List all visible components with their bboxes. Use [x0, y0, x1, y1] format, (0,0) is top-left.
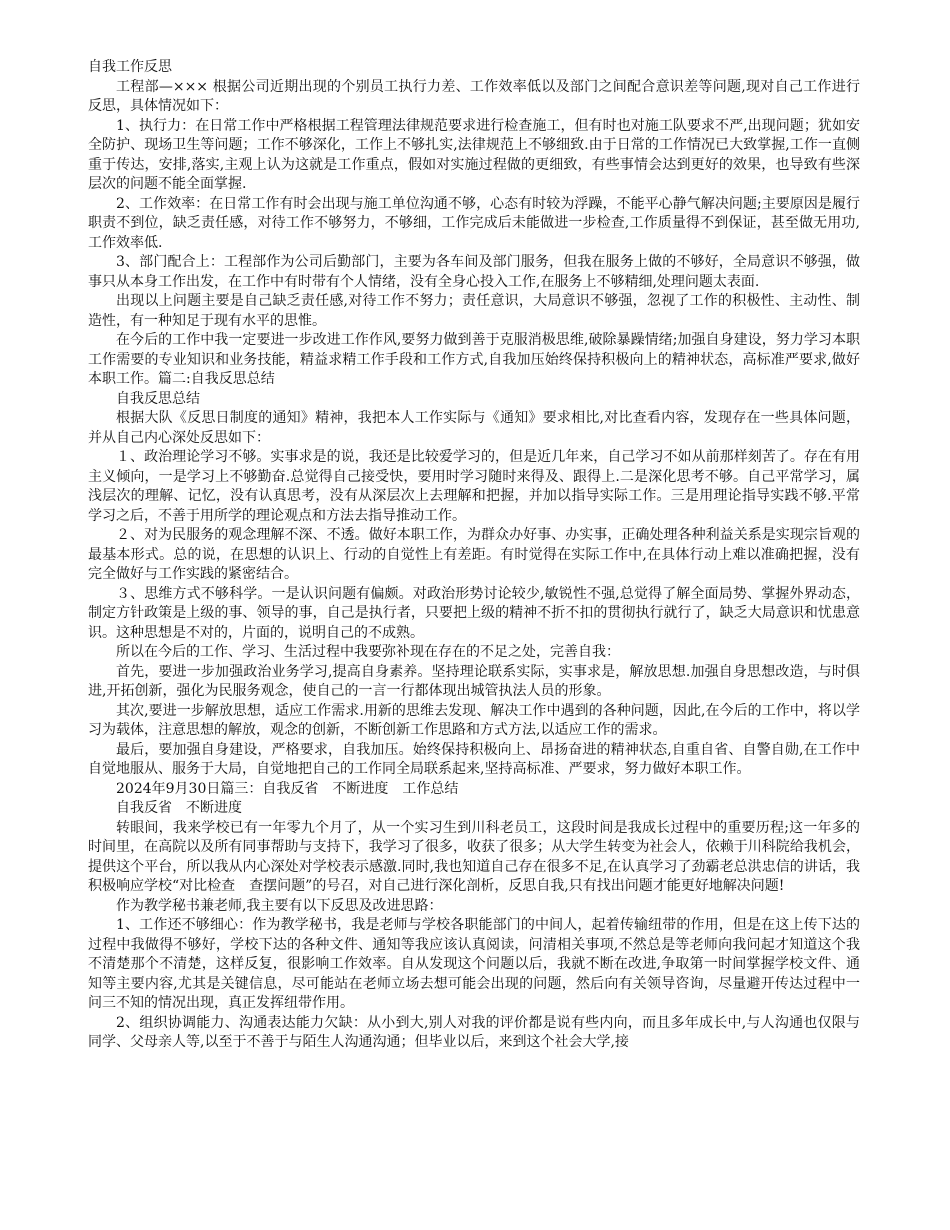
paragraph: 根据大队《反思日制度的通知》精神，我把本人工作实际与《通知》要求相比,对比查看内容，发现存在一些具体问题，并从自己内心深处反思如下： [88, 410, 860, 446]
section-heading: 自我反思总结 [116, 390, 200, 407]
paragraph: 在今后的工作中我一定要进一步改进工作作风,要努力做到善于克服消极思维,破除暴躁情绪;加强自身建设，努力学习本职工作需要的专业知识和业务技能，精益求精工作手段和工作方式,自我加压始终保持积极向上的精神状态，高标准严要求,做好本职工作。篇二:自我反思总结 [88, 332, 860, 387]
document-body [88, 58, 860, 1053]
paragraph: １、政治理论学习不够。实事求是的说，我还是比较爱学习的，但是近几年来，自己学习不如从前那样刻苦了。存在有用主义倾向，一是学习上不够勤奋.总觉得自己接受快，要用时学习随时来得及、跟得上.二是深化思考不够。自己平常学习，属浅层次的理解、记忆，没有认真思考，没有从深层次上去理解和把握，并加以指导实际工作。三是用理论指导实践不够.平常学习之后，不善于用所学的理论观点和方法去指导推动工作。 [88, 449, 860, 524]
paragraph: 工程部—××× 根据公司近期出现的个别员工执行力差、工作效率低以及部门之间配合意识差等问题,现对自己工作进行反思，具体情况如下： [88, 78, 860, 114]
paragraph: 作为教学秘书兼老师,我主要有以下反思及改进思路： [116, 897, 443, 914]
paragraph: 所以在今后的工作、学习、生活过程中我要弥补现在存在的不足之处，完善自我： [116, 644, 620, 660]
paragraph: ２、对为民服务的观念理解不深、不透。做好本职工作，为群众办好事、办实事，正确处理各种利益关系是实现宗旨观的最基本形式。总的说，在思想的认识上、行动的自觉性上有差距。有时觉得在实际工作中,在具体行动上难以准确把握，没有完全做好与工作实践的紧密结合。 [88, 527, 860, 582]
document-title: 自我工作反思 [88, 59, 172, 75]
paragraph: 其次,要进一步解放思想，适应工作需求.用新的思维去发现、解决工作中遇到的各种问题，因此,在今后的工作中，将以学习为载体，注意思想的解放，观念的创新，不断创新工作思路和方式方法,以适应工作的需求。 [88, 702, 860, 738]
paragraph: 1、工作还不够细心：作为教学秘书，我是老师与学校各职能部门的中间人，起着传输纽带的作用，但是在这上传下达的过程中我做得不够好，学校下达的各种文件、通知等我应该认真阅读，问清相关事项,不然总是等老师向我问起才知道这个我不清楚那个不清楚，这样反复，很影响工作效率。自从发现这个问题以后，我就不断在改进,争取第一时间掌握学校文件、通知等主要内容,尤其是关键信息，尽可能站在老师立场去想可能会出现的问题，然后向有关领导咨询，尽量避开传达过程中一问三不知的情况出现，真正发挥纽带作用。 [88, 917, 860, 1011]
paragraph: 3、部门配合上：工程部作为公司后勤部门，主要为各车间及部门服务，但我在服务上做的不够好，全局意识不够强，做事只从本身工作出发，在工作中有时带有个人情绪，没有全身心投入工作,在服务上不够精细,处理问题太表面. [88, 254, 860, 290]
paragraph: 2024年9月30日篇三：自我反省 不断进度 工作总结 [116, 780, 459, 797]
paragraph: 转眼间，我来学校已有一年零九个月了，从一个实习生到川科老员工，这段时间是我成长过程中的重要历程;这一年多的时间里，在高院以及所有同事帮助与支持下，我学习了很多，收获了很多；从大学生转变为社会人，依赖于川科院给我机会，提供这个平台，所以我从内心深处对学校表示感激.同时,我也知道自己存在很多不足,在认真学习了劲霸老总洪忠信的讲话，我积极响应学校“对比检查 查摆问题”的号召，对自己进行深化剖析，反思自我,只有找出问题才能更好地解决问题! [88, 819, 860, 894]
paragraph: ３、思维方式不够科学。一是认识问题有偏颇。对政治形势讨论较少,敏锐性不强,总觉得了解全面局势、掌握外界动态，制定方针政策是上级的事、领导的事，自己是执行者，只要把上级的精神不折不扣的贯彻执行就行了，缺乏大局意识和忧患意识。这种思想是不对的，片面的，说明自己的不成熟。 [88, 585, 860, 641]
paragraph: 出现以上问题主要是自己缺乏责任感,对待工作不努力；责任意识，大局意识不够强，忽视了工作的积极性、主动性、制造性，有一种知足于现有水平的思惟。 [88, 293, 860, 329]
section-heading: 自我反省 不断进度 [116, 800, 242, 816]
paragraph: 2、组织协调能力、沟通表达能力欠缺：从小到大,别人对我的评价都是说有些内向，而且多年成长中,与人沟通也仅限与同学、父母亲人等,以至于不善于与陌生人沟通沟通；但毕业以后，来到这个社会大学,接 [88, 1014, 860, 1050]
paragraph: 首先，要进一步加强政治业务学习,提高自身素养。坚持理论联系实际，实事求是，解放思想.加强自身思想改造，与时俱进,开拓创新，强化为民服务观念，使自己的一言一行都体现出城管执法人员的形象。 [88, 663, 860, 699]
paragraph: 最后，要加强自身建设，严格要求，自我加压。始终保持积极向上、昂扬奋进的精神状态,自重自省、自警自勋,在工作中自觉地服从、服务于大局，自觉地把自己的工作同全局联系起来,坚持高标准、严要求，努力做好本职工作。 [88, 741, 860, 777]
paragraph: 2、工作效率：在日常工作有时会出现与施工单位沟通不够，心态有时较为浮躁，不能平心静气解决问题;主要原因是履行职责不到位，缺乏责任感，对待工作不够努力，不够细，工作完成后未能做进一步检查,工作质量得不到保证，甚至做无用功,工作效率低. [88, 195, 860, 251]
paragraph: 1、执行力：在日常工作中严格根据工程管理法律规范要求进行检查施工，但有时也对施工队要求不严,出现问题；犹如安全防护、现场卫生等问题；工作不够深化，工作上不够扎实,法律规范上不够细致.由于日常的工作情况已大致掌握,工作一直侧重于传达，安排,落实,主观上认为这就是工作重点，假如对实施过程做的更细致，有些事情会达到更好的效果，也导致有些深层次的问题不能全面掌握. [88, 117, 860, 192]
